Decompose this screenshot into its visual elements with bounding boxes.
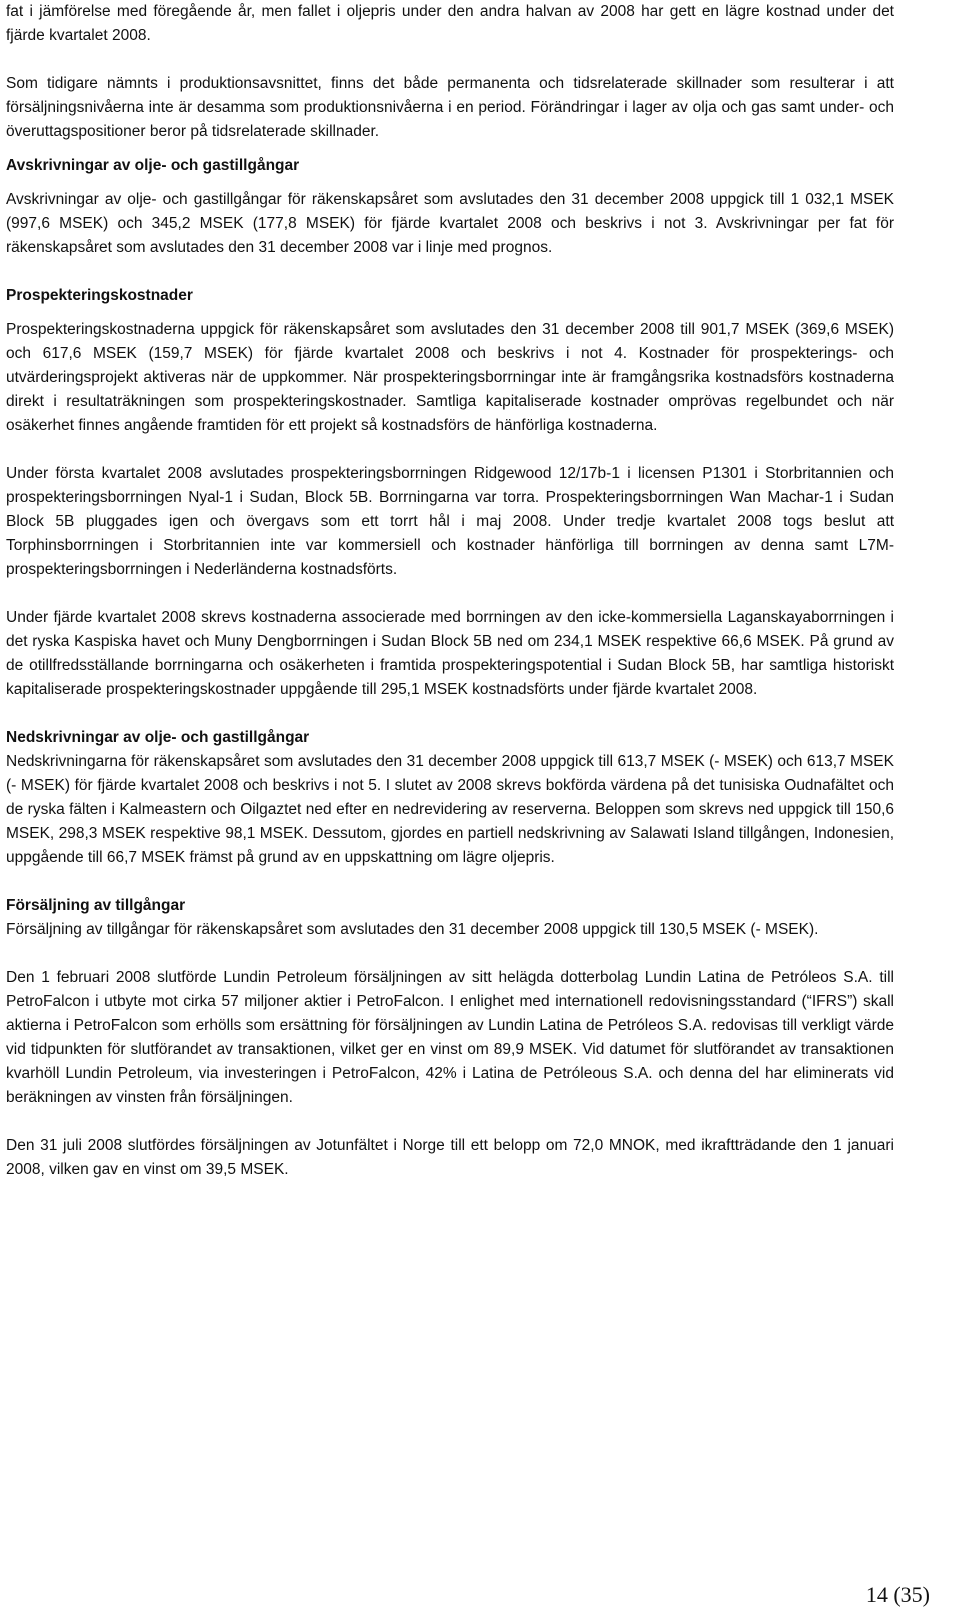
paragraph-sale-2: Den 1 februari 2008 slutförde Lundin Petroleum försäljningen av sitt helägda dotterbolag Lundin Latina de Petróleos S.A. till PetroFalcon i utbyte mot cirka 57 miljoner aktier i PetroFalcon. I enlighet med internationell redovisningsstandard (“IFRS”) skall aktierna i PetroFalcon som erhölls som ersättning för försäljningen av Lundin Latina de Petróleos S.A. redovisas till verkligt värde vid tidpunkten för slutförandet av transaktionen, vilket ger en vinst om 89,9 MSEK. Vid datumet för slutförandet av transaktionen kvarhöll Lundin Petroleum, via investeringen i PetroFalcon, 42% i Latina de Petróleous S.A. och denna del har eliminerats vid beräkningen av vinsten från försäljningen. xyxy=(6,969,894,1106)
paragraph-depreciation-1: Avskrivningar av olje- och gastillgångar för räkenskapsåret som avslutades den 31 december 2008 uppgick till 1 032,1 MSEK (997,6 MSEK) och 345,2 MSEK (177,8 MSEK) för fjärde kvartalet 2008 och beskrivs i not 3. Avskrivningar per fat för räkenskapsåret som avslutades den 31 december 2008 var i linje med prognos. xyxy=(6,191,894,256)
heading-sale: Försäljning av tillgångar xyxy=(6,897,186,914)
paragraph-impairment-1: Nedskrivningarna för räkenskapsåret som avslutades den 31 december 2008 uppgick till 613,7 MSEK (- MSEK) och 613,7 MSEK (- MSEK) för fjärde kvartalet 2008 och beskrivs i not 5. I slutet av 2008 skrevs bokförda värdena på det tunisiska Oudnafältet och de ryska fälten i Kalmeastern och Oilgaztet ned efter en nedrevidering av reserverna. Beloppen som skrevs ned uppgick till 150,6 MSEK, 298,3 MSEK respektive 98,1 MSEK. Dessutom, gjordes en partiell nedskrivning av Salawati Island tillgången, Indonesien, uppgående till 66,7 MSEK främst på grund av en uppskattning om lägre oljepris. xyxy=(6,753,894,866)
paragraph-exploration-1: Prospekteringskostnaderna uppgick för räkenskapsåret som avslutades den 31 december 2008 till 901,7 MSEK (369,6 MSEK) och 617,6 MSEK (159,7 MSEK) för fjärde kvartalet 2008 och beskrivs i not 4. Kostnader för prospekterings- och utvärderingsprojekt aktiveras när de uppkommer. När prospekteringsborrningar inte är framgångsrika kostnadsförs kostnaderna direkt i resultaträkningen som prospekteringskostnader. Samtliga kapitaliserade kostnader omprövas regelbundet och när osäkerhet finnes angående framtiden för ett projekt så kostnadsförs de hänförliga kostnaderna. xyxy=(6,321,894,434)
paragraph-exploration-2: Under första kvartalet 2008 avslutades prospekteringsborrningen Ridgewood 12/17b-1 i licensen P1301 i Storbritannien och prospekteringsborrningen Nyal-1 i Sudan, Block 5B. Borrningarna var torra. Prospekteringsborrningen Wan Machar-1 i Sudan Block 5B pluggades igen och övergavs som ett torrt hål i maj 2008. Under tredje kvartalet 2008 togs beslut att Torphinsborrningen i Storbritannien inte var kommersiell och kostnader hänförliga till borrningen av denna samt L7M-prospekteringsborrningen i Nederländerna kostnadsförts. xyxy=(6,465,894,578)
heading-exploration: Prospekteringskostnader xyxy=(6,287,193,304)
document-page xyxy=(6,0,894,1182)
heading-depreciation: Avskrivningar av olje- och gastillgångar xyxy=(6,157,300,174)
paragraph-sale-1: Försäljning av tillgångar för räkenskapsåret som avslutades den 31 december 2008 uppgick till 130,5 MSEK (- MSEK). xyxy=(6,921,819,938)
page-number: 14 (35) xyxy=(865,1582,930,1607)
paragraph-intro-1: fat i jämförelse med föregående år, men fallet i oljepris under den andra halvan av 2008 har gett en lägre kostnad under det fjärde kvartalet 2008. xyxy=(6,3,894,44)
paragraph-sale-3: Den 31 juli 2008 slutfördes försäljningen av Jotunfältet i Norge till ett belopp om 72,0 MNOK, med ikraftträdande den 1 januari 2008, vilken gav en vinst om 39,5 MSEK. xyxy=(6,1137,894,1178)
paragraph-exploration-3: Under fjärde kvartalet 2008 skrevs kostnaderna associerade med borrningen av den icke-kommersiella Laganskayaborrningen i det ryska Kaspiska havet och Muny Dengborrningen i Sudan Block 5B ned om 234,1 MSEK respektive 66,6 MSEK. På grund av de otillfredsställande borrningarna och osäkerheten i framtida prospekteringspotential i Sudan Block 5B, har samtliga historiskt kapitaliserade prospekteringskostnader uppgående till 295,1 MSEK kostnadsförts under fjärde kvartalet 2008. xyxy=(6,609,894,698)
heading-impairment: Nedskrivningar av olje- och gastillgångar xyxy=(6,729,310,746)
paragraph-intro-2: Som tidigare nämnts i produktionsavsnittet, finns det både permanenta och tidsrelaterade skillnader som resulterar i att försäljningsnivåerna inte är desamma som produktionsnivåerna i en period. Förändringar i lager av olja och gas samt under- och överuttagspositioner beror på tidsrelaterade skillnader. xyxy=(6,75,894,140)
